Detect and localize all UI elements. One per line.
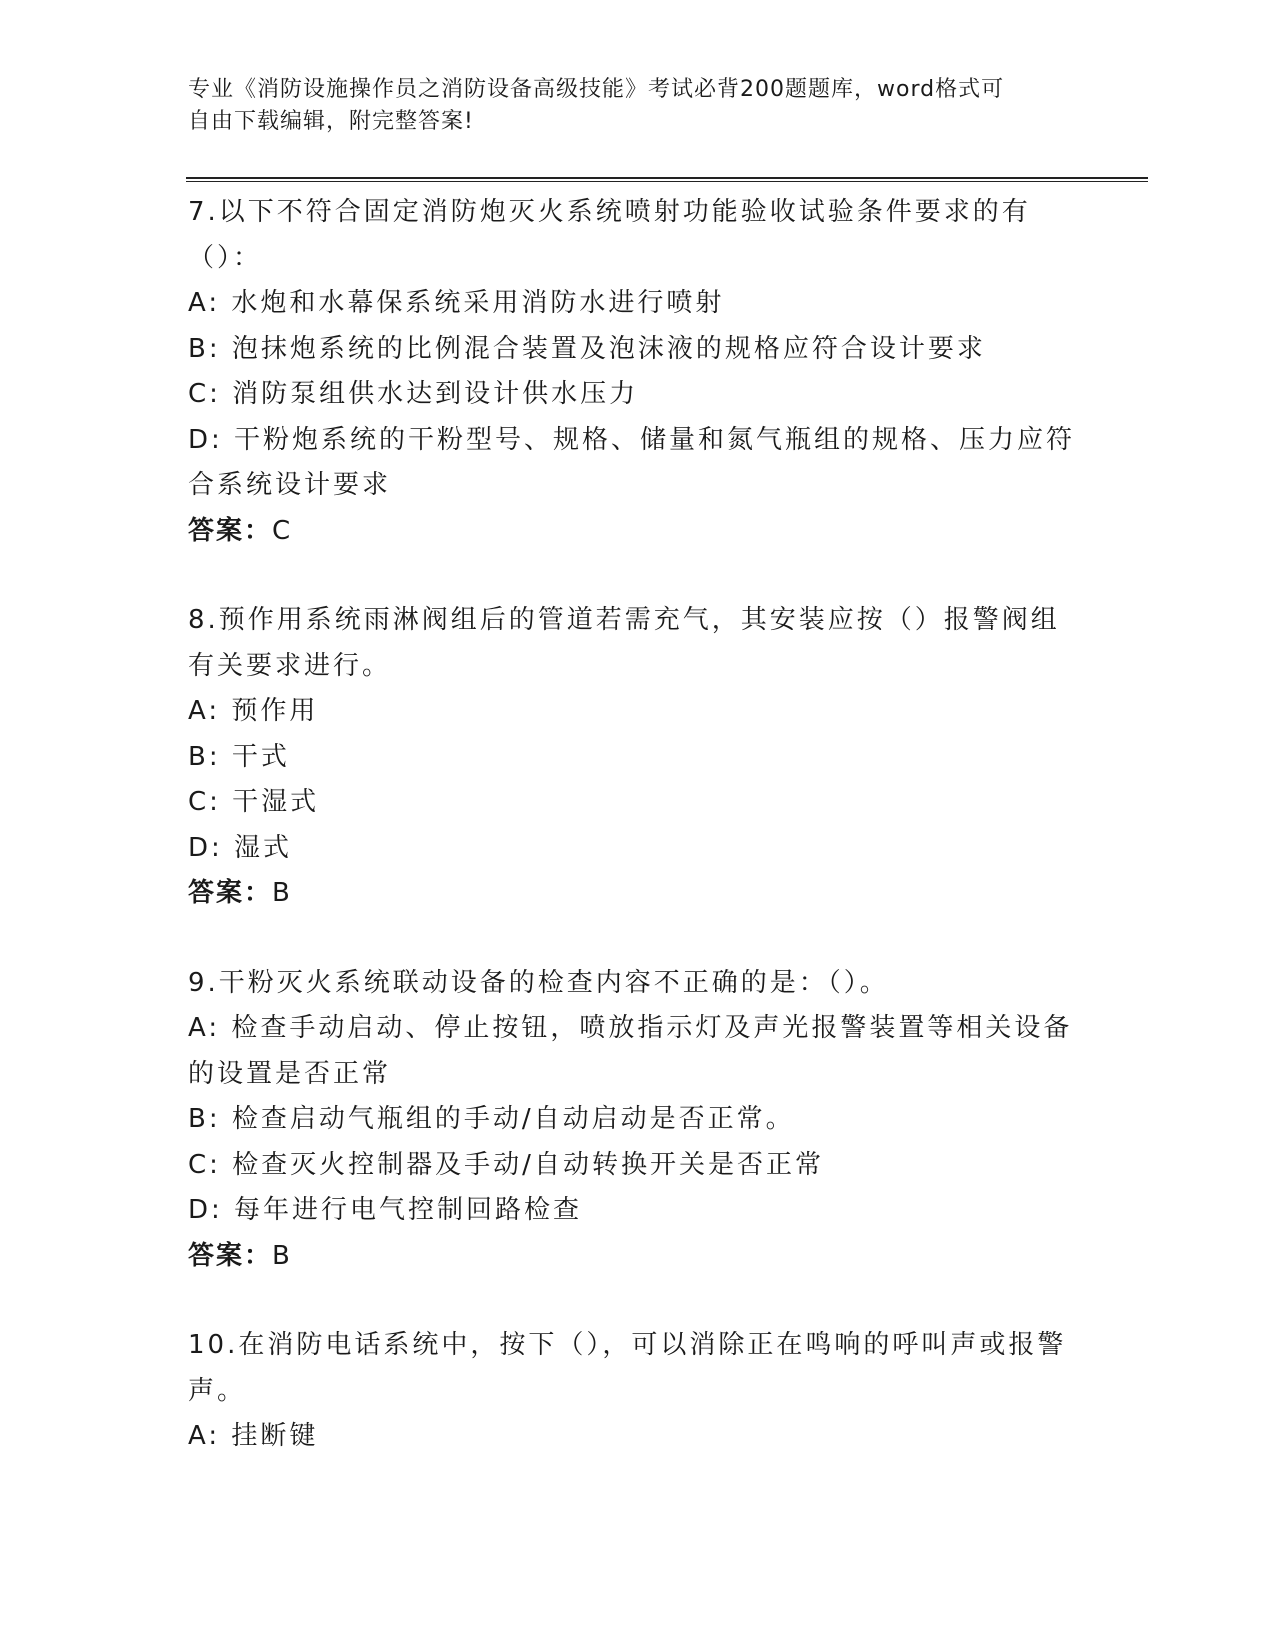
option-d: D: 湿式 [188,832,293,863]
option-b: B: 泡抹炮系统的比例混合装置及泡沫液的规格应符合设计要求 [188,333,986,364]
question-title: 10.在消防电话系统中，按下（），可以消除正在鸣响的呼叫声或报警声。 [188,1330,1067,1406]
answer-value: B [272,1240,292,1271]
question-title: 8.预作用系统雨淋阀组后的管道若需充气，其安装应按（）报警阀组有关要求进行。 [188,605,1060,681]
option-b: B: 干式 [188,741,290,772]
option-a: A: 预作用 [188,696,319,726]
answer-value: B [272,878,292,908]
option-b: B: 检查启动气瓶组的手动/自动启动是否正常。 [188,1104,795,1134]
option-c: C: 消防泵组供水达到设计供水压力 [188,379,639,409]
document-header [188,74,1068,138]
header-divider [186,177,1148,182]
option-c: C: 检查灭火控制器及手动/自动转换开关是否正常 [188,1149,824,1180]
answer-line [188,1234,1078,1280]
answer-line [188,509,1078,555]
answer-label: 答案： [188,1240,273,1271]
answer-line [188,871,1078,917]
answer-value: C [272,515,293,546]
question-9 [188,961,1078,1280]
question-10 [188,1323,1078,1460]
option-a: A: 检查手动启动、停止按钮，喷放指示灯及声光报警装置等相关设备的设置是否正常 [188,1013,1073,1089]
option-a: A: 水炮和水幕保系统采用消防水进行喷射 [188,288,725,318]
option-d: D: 每年进行电气控制回路检查 [188,1195,583,1225]
header-line-2: 自由下载编辑，附完整答案! [188,109,474,134]
option-a: A: 挂断键 [188,1421,319,1451]
question-7 [188,190,1078,554]
option-c: C: 干湿式 [188,787,320,817]
option-d: D: 干粉炮系统的干粉型号、规格、储量和氮气瓶组的规格、压力应符合系统设计要求 [188,424,1076,500]
question-title: 7.以下不符合固定消防炮灭火系统喷射功能验收试验条件要求的有（）： [188,197,1031,273]
question-list [188,190,1078,1504]
question-title: 9.干粉灭火系统联动设备的检查内容不正确的是：（）。 [188,967,889,998]
header-line-1: 专业《消防设施操作员之消防设备高级技能》考试必背200题题库，word格式可 [188,77,1005,102]
answer-label: 答案： [188,878,273,908]
answer-label: 答案： [188,515,273,546]
question-8 [188,598,1078,917]
